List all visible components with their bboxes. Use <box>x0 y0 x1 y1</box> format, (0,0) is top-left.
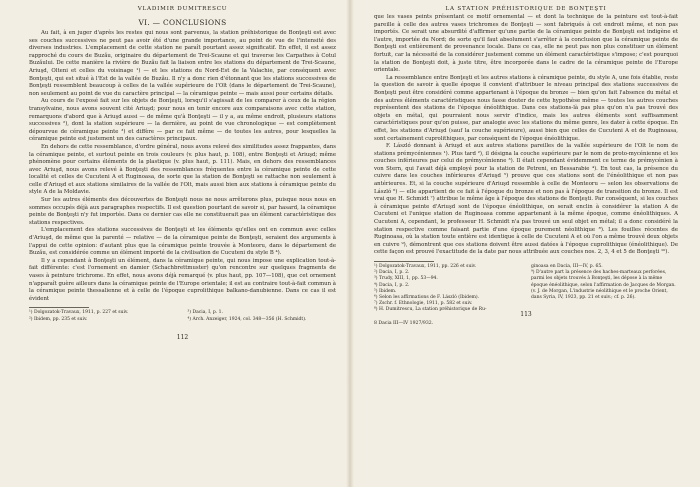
footnote: ⁴) Arch. Anzeiger, 1924, col. 348—356 (H. Schmidt). <box>187 316 307 322</box>
page-number-right: 113 <box>520 310 532 318</box>
paragraph: Il y a cependant à Bonţeşti un élément, dans la céramique peinte, qui nous impose une explication tout-à-fait différente: c'est l'ornement en damier (Schachbrettmuster) qu'on rencontre sur quelques fragments de vases à peinture trichrome. En effet, nous avons déjà remarqué (v. plus haut, pp. 107—108), que cet ornement n'apparaît guère ailleurs dans la céramique peinte de l'Europe orientale; il est au contraire tout-à-fait commun à la céramique peinte thessalienne et à celle de l'époque cuprolithique balkano-danubienne. Dans ce cas il est évident <box>29 257 336 302</box>
footnote: ⁹) D'autre part la présence des haches-marteaux perforées, parmi les objets trouvés à Bonţeşti, les dépose à la même époque énéolithique, selon l'affirmation de Jacques de Morgan. (v. J. de Morgan, L'industrie néolithique et le proche Orient, dans Syria, IV, 1923, pp. 21 et suiv.; cf. p. 26). <box>531 270 676 301</box>
running-head-left: VLADIMIR DUMITRESCU <box>137 6 228 12</box>
paragraph: La ressemblance entre Bonţeşti et les autres stations à céramique peinte, du style A, une fois établie, reste la question de savoir à quelle époque il convient d'attribuer le niveau principal des stations successives de Bonţeşti peut être considéré comme appartenant à l'époque du bronze — bien qu'on fait l'absence du métal et des autres éléments caractéristiques nous fasse douter de cette hypothèse même — toutes les autres couches représentent des stations de l'époque énéolithique. Dans ces stations-là pas plus qu'on n'a pas trouvé des objets en métal, qui pourraient nous servir d'indice, mais les autres éléments sont suffisamment caractéristiques pour qu'on puisse, par analogie avec les stations du même genre, les dater à cette époque. En effet, les stations d'Ariuşd (sauf la couche supérieure), aussi bien que celles de Cucuteni A et de Ruginoasa, sont certainement cuprolithiques, par conséquent de l'époque énéolithique. <box>374 74 678 142</box>
paragraph: F. László donnant à Ariuşd et aux autres stations pareilles de la vallée supérieure de l'Olt le nom de stations prémycéniennes ¹). Plus tard ²), il désigna la couche supérieure par le nom de proto-mycénienne et les couches inférieures par celui de prémycénienne ³). Il était cependant évidemment ce terme de prémycénien à von Stern, qui l'avait déjà employé pour la station de Petreni, en Bessarabie ⁴). En tout cas, la présence du cuivre dans les couches inférieures d'Ariuşd ⁵) prouve que ces stations sont de l'énéolithique et non pas antérieures. Et, si la couche supérieure d'Ariuşd ressemble à celle de Monteoru — selon les observations de László ⁶) — elle appartient de ce fait à l'époque du bronze et non pas à l'époque de transition du bronze. Il est vrai que H. Schmidt ⁷) attribue le même âge à l'époque des stations de Bonţeşti. Par conséquent, si les couches à céramique peinte d'Ariuşd sont de l'époque énéolithique, on serait enclin à considérer la station A de Cucuteni et l'unique station de Ruginoasa comme appartenant à la même époque, comme énéolithiques. A Cucuteni A, cependant, le professeur H. Schmidt n'a pas trouvé un seul objet en métal; il a donc considéré la station respective comme faisant partie d'une époque purement néolithique ⁸). Les fouilles récentes de Ruginoasa, où la station toute entière est identique à celle de Cucuteni A et où l'on a même trouvé deux objets en cuivre ⁹), démontrent que ces stations doivent être aussi datées à l'époque cuprolithique (énéolithique). De cette façon est prouvé l'exactitude de la date par nous attribuée aux couches nos. 2, 3, 4 et 5 de Bonţeşti ¹⁰). <box>374 143 678 256</box>
footnote: ⁶) Selon les affirmations de F. László (Ibidem). <box>374 295 480 301</box>
footnote: ³) Trudy, XIII, 1, pp. 53—94. <box>374 276 438 282</box>
footnote-rule <box>29 307 89 308</box>
paragraph: Sur les autres éléments des découvertes de Bonţeşti nous ne nous arrêterons plus, puisque nous nous en sommes occupés déjà aux paragraphes respectifs. Il est question pourtant de savoir si, par hasard, la céramique peinte de Bonţeşti n'y fut importée. Dans ce dernier cas elle ne constituerait pas un élément caractéristique des stations respectives. <box>29 197 336 226</box>
paragraph: L'emplacement des stations successives de Bonţeşti et les éléments qu'elles ont en commun avec celles d'Ariuşd, de même que la parenté — relative — de la céramique peinte de Bonţeşti, seraient des arguments à l'appui de cette opinion: d'autant plus que la céramique peinte trouvée à Monteoru, dans le département de Buzău, est considérée comme un élément importé de la civilisation de Cucuteni du style B ⁴). <box>29 227 336 257</box>
printer-signature: 8 Dacia III—IV 1927/932. <box>374 320 434 326</box>
footnote: ⁸) H. Dumitrescu, La station préhistorique de Ru- <box>374 307 487 313</box>
left-footnotes <box>29 310 336 322</box>
footnote: ²) Dacia, I, p. 2. <box>374 270 410 276</box>
paragraph: Au cours de l'exposé fait sur les objets de Bonţeşti, lorsqu'il s'agissait de les comparer à ceux de la région transylvaine, nous avons souvent cité Ariuşd; pour nous en tenir encore aux comparaisons avec cette station, remarquons d'abord que à Ariuşd aussi — de même qu'à Bonţeşti — il y a, au même endroit, plusieurs stations successives ²), dont la station supérieure — la dernière, au point de vue chronologique — est complètement dépourvue de céramique peinte ³) et diffère — par ce fait même — de toutes les autres, pour lesquelles la céramique peinte est justement un des caractères principaux. <box>29 98 336 143</box>
page-number-left: 112 <box>176 333 189 341</box>
paragraph: que les vases peints présentant ce motif ornemental — et dont la technique de la peinture est tout-à-fait pareille à celle des autres vases trichromes de Bonţeşti — sont fabriqués à cet endroit même, et non pas importés. Ce serait une absurdité d'affirmer qu'une partie de la céramique peinte de Bonţeşti est indigène et l'autre, importée du Nord; de sorte qu'il faut absolument s'arrêter à la conclusion que la céramique peinte de Bonţeşti est entièrement de provenance locale. Dans ce cas, elle ne peut pas non plus constituer un élément fortuit, car la nécessité de la considérer justement comme un élément caractéristique s'impose; c'est pourquoi la station de Bonţeşti doit, à juste titre, être incorporée dans le cadre de la céramique peinte de l'Europe orientale. <box>374 14 678 74</box>
footnote: ¹) Dolgozatok-Travaux, 1911, pp. 226 et suiv. <box>374 264 477 269</box>
footnote: ⁴) Dacia, I, p. 2. <box>374 282 410 288</box>
right-page <box>350 0 700 487</box>
footnote-rule <box>374 261 434 262</box>
footnote: ⁷) Zschr. f. Ethnologie, 1911, p. 582 et suiv. <box>374 301 473 307</box>
left-body <box>29 30 336 303</box>
running-head-right: LA STATION PRÉHISTORIQUE DE BONŢEŞTI <box>445 6 607 12</box>
paragraph: Au fait, à en juger d'après les restes qui nous sont parvenus, la station préhistorique de Bonţeşti est avec ses couches successives ne peut pas avoir été d'une grande importance, au point de vue de l'intensité des diverses industries. L'emplacement de cette station ne paraît pourtant assez significatif. En effet, il est assez rapproché du cours de Buzău, originaire du département de Trei-Scaune et qui traverse les Carpathes à Cotul Buzăului. De cette manière la rivière de Buzău fait la liaison entre les stations du département de Trei-Scaune, Ariuşd, Olteni et celles du voisinage ¹) — et les stations du Nord-Est de la Valachie, par conséquent avec Bonţeşti, qui est situé à l'Est de la vallée de Buzău. Il n'y a donc rien d'étonnant que les stations successives de Bonţeşti ressemblent beaucoup à celles de la vallée supérieure de l'Olt (dans le département de Trei-Scaune), non seulement au point de vue du caractère principal — la céramique peinte — mais aussi pour certains détails. <box>29 30 336 97</box>
paragraph: En dehors de cette ressemblance, d'ordre général, nous avons relevé des similitudes assez frappantes, dans la céramique peinte, et surtout peinte en trois couleurs (v. plus haut, p. 108), entre Bonţeşti et Ariuşd; même phénomène pour certains éléments de la plastique (v. plus haut, p. 111). Mais, en dehors des ressemblances avec Ariuşd, nous avons relevé à Bonţeşti des ressemblances fréquentes entre la céramique peinte de cette localité et celles de Cucuteni A et Ruginoasa, de sorte que la station de Bonţeşti se rattache non seulement à celle d'Ariuşd et aux stations similaires de la vallée de l'Olt, mais aussi bien aux stations à céramique peinte du style A de la Moldavie. <box>29 143 336 196</box>
right-footnotes <box>374 264 678 314</box>
footnote: ³) Dacia, I, p. 1. <box>187 310 223 316</box>
footnote: ²) Ibidem, pp. 235 et suiv. <box>29 316 88 322</box>
footnote: ¹) Dolgozatok-Travaux, 1911, p. 227 et suiv. <box>29 310 129 316</box>
footnote: ⁵) Ibidem. <box>374 288 397 294</box>
footnote-column-left <box>374 264 521 314</box>
section-title: VI. — CONCLUSIONS <box>138 18 227 27</box>
footnote: ginoasa en Dacia, III—IV, p. 65. <box>531 264 603 269</box>
right-body <box>374 14 678 257</box>
footnote-column-right <box>531 264 678 314</box>
